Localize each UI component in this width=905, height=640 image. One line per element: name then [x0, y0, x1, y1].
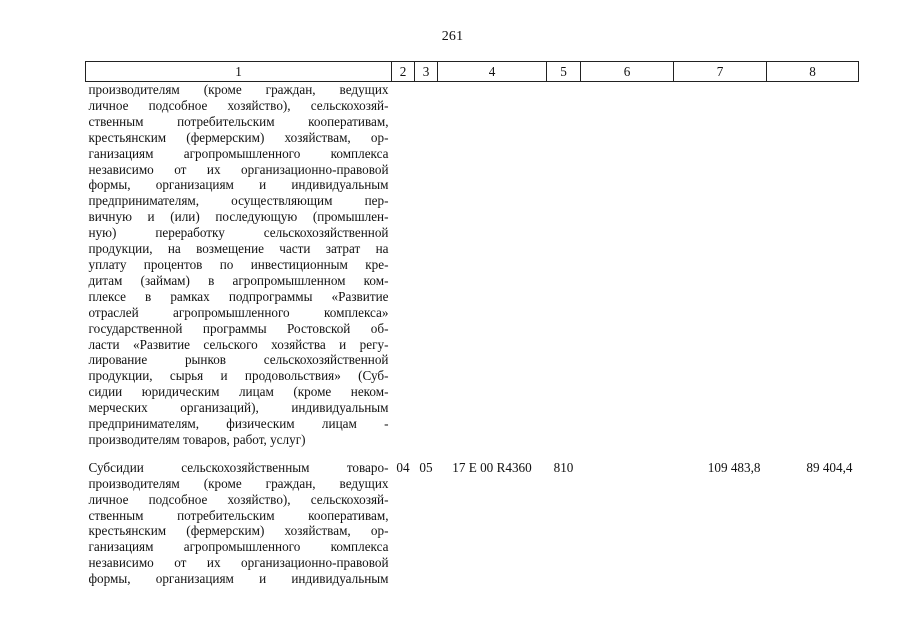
- row-target-article: 17 Е 00 R4360: [452, 459, 532, 475]
- row-target-article: [438, 82, 547, 448]
- column-header-4: 4: [438, 62, 547, 82]
- description-line: дитам (займам) в агропромышленном ком-: [88, 272, 389, 288]
- row-expense-type: 810: [553, 459, 574, 475]
- description-line: формы, организациям и индивидуальным: [88, 177, 389, 193]
- description-line: государственной программы Ростовской об-: [88, 320, 389, 336]
- row-col8: [767, 82, 859, 448]
- description-line: лирование рынков сельскохозяйственной: [88, 352, 389, 368]
- budget-table: [85, 61, 859, 587]
- column-header-8: 8: [767, 62, 859, 82]
- row-col8: 89 404,4: [806, 459, 853, 475]
- description-line: ственным потребительским кооперативам,: [88, 113, 389, 129]
- description-line: сидии юридическим лицам (кроме неком-: [88, 384, 389, 400]
- description-line: формы, организациям и индивидуальным: [88, 571, 389, 587]
- description-line: независимо от их организационно-правовой: [88, 555, 389, 571]
- table-row: [86, 82, 859, 448]
- row-subsection: [415, 82, 438, 448]
- description-line: ственным потребительским кооперативам,: [88, 507, 389, 523]
- description-line: предпринимателям, осуществляющим пер-: [88, 193, 389, 209]
- description-line: отраслей агропромышленного комплекса»: [88, 304, 389, 320]
- column-header-1: 1: [86, 62, 392, 82]
- column-header-6: 6: [581, 62, 674, 82]
- description-line: ганизациям агропромышленного комплекса: [88, 145, 389, 161]
- description-line: производителям товаров, работ, услуг): [88, 431, 306, 447]
- row-section: [392, 82, 415, 448]
- column-header-5: 5: [547, 62, 581, 82]
- row-col7: [674, 82, 767, 448]
- row-col7: 109 483,8: [707, 459, 761, 475]
- description-line: ласти «Развитие сельского хозяйства и регу-: [88, 336, 389, 352]
- description-line: крестьянским (фермерским) хозяйствам, ор-: [88, 129, 389, 145]
- header-row: [86, 62, 859, 82]
- row-col6: [581, 82, 674, 448]
- description-line: уплату процентов по инвестиционным кре-: [88, 256, 389, 272]
- description-line: личное подсобное хозяйство), сельскохозяй-: [88, 97, 389, 113]
- description-line: ную) переработку сельскохозяйственной: [88, 225, 389, 241]
- row-expense-type: [547, 82, 581, 448]
- row-section: 04: [396, 459, 410, 475]
- row-description: [86, 82, 392, 448]
- description-line: ганизациям агропромышленного комплекса: [88, 539, 389, 555]
- column-header-2: 2: [392, 62, 415, 82]
- description-line: предпринимателям, физическим лицам -: [88, 416, 389, 432]
- description-line: продукции, на возмещение части затрат на: [88, 241, 389, 257]
- description-line: производителям (кроме граждан, ведущих: [88, 475, 389, 491]
- description-line: вичную и (или) последующую (промышлен-: [88, 209, 389, 225]
- description-line: продукции, сырья и продовольствия» (Суб-: [88, 368, 389, 384]
- description-line: Субсидии сельскохозяйственным товаро-: [88, 459, 389, 475]
- page-number: 261: [441, 29, 464, 44]
- column-header-7: 7: [674, 62, 767, 82]
- description-line: производителям (кроме граждан, ведущих: [88, 82, 389, 97]
- column-header-3: 3: [415, 62, 438, 82]
- description-line: мерческих организаций), индивидуальным: [88, 400, 389, 416]
- description-line: крестьянским (фермерским) хозяйствам, ор-: [88, 523, 389, 539]
- row-description: [86, 448, 392, 587]
- table-row: [86, 448, 859, 587]
- description-line: независимо от их организационно-правовой: [88, 161, 389, 177]
- description-line: личное подсобное хозяйство), сельскохозяй-: [88, 491, 389, 507]
- description-line: плексе в рамках подпрограммы «Развитие: [88, 288, 389, 304]
- row-col6: [581, 448, 674, 587]
- row-subsection: 05: [419, 459, 433, 475]
